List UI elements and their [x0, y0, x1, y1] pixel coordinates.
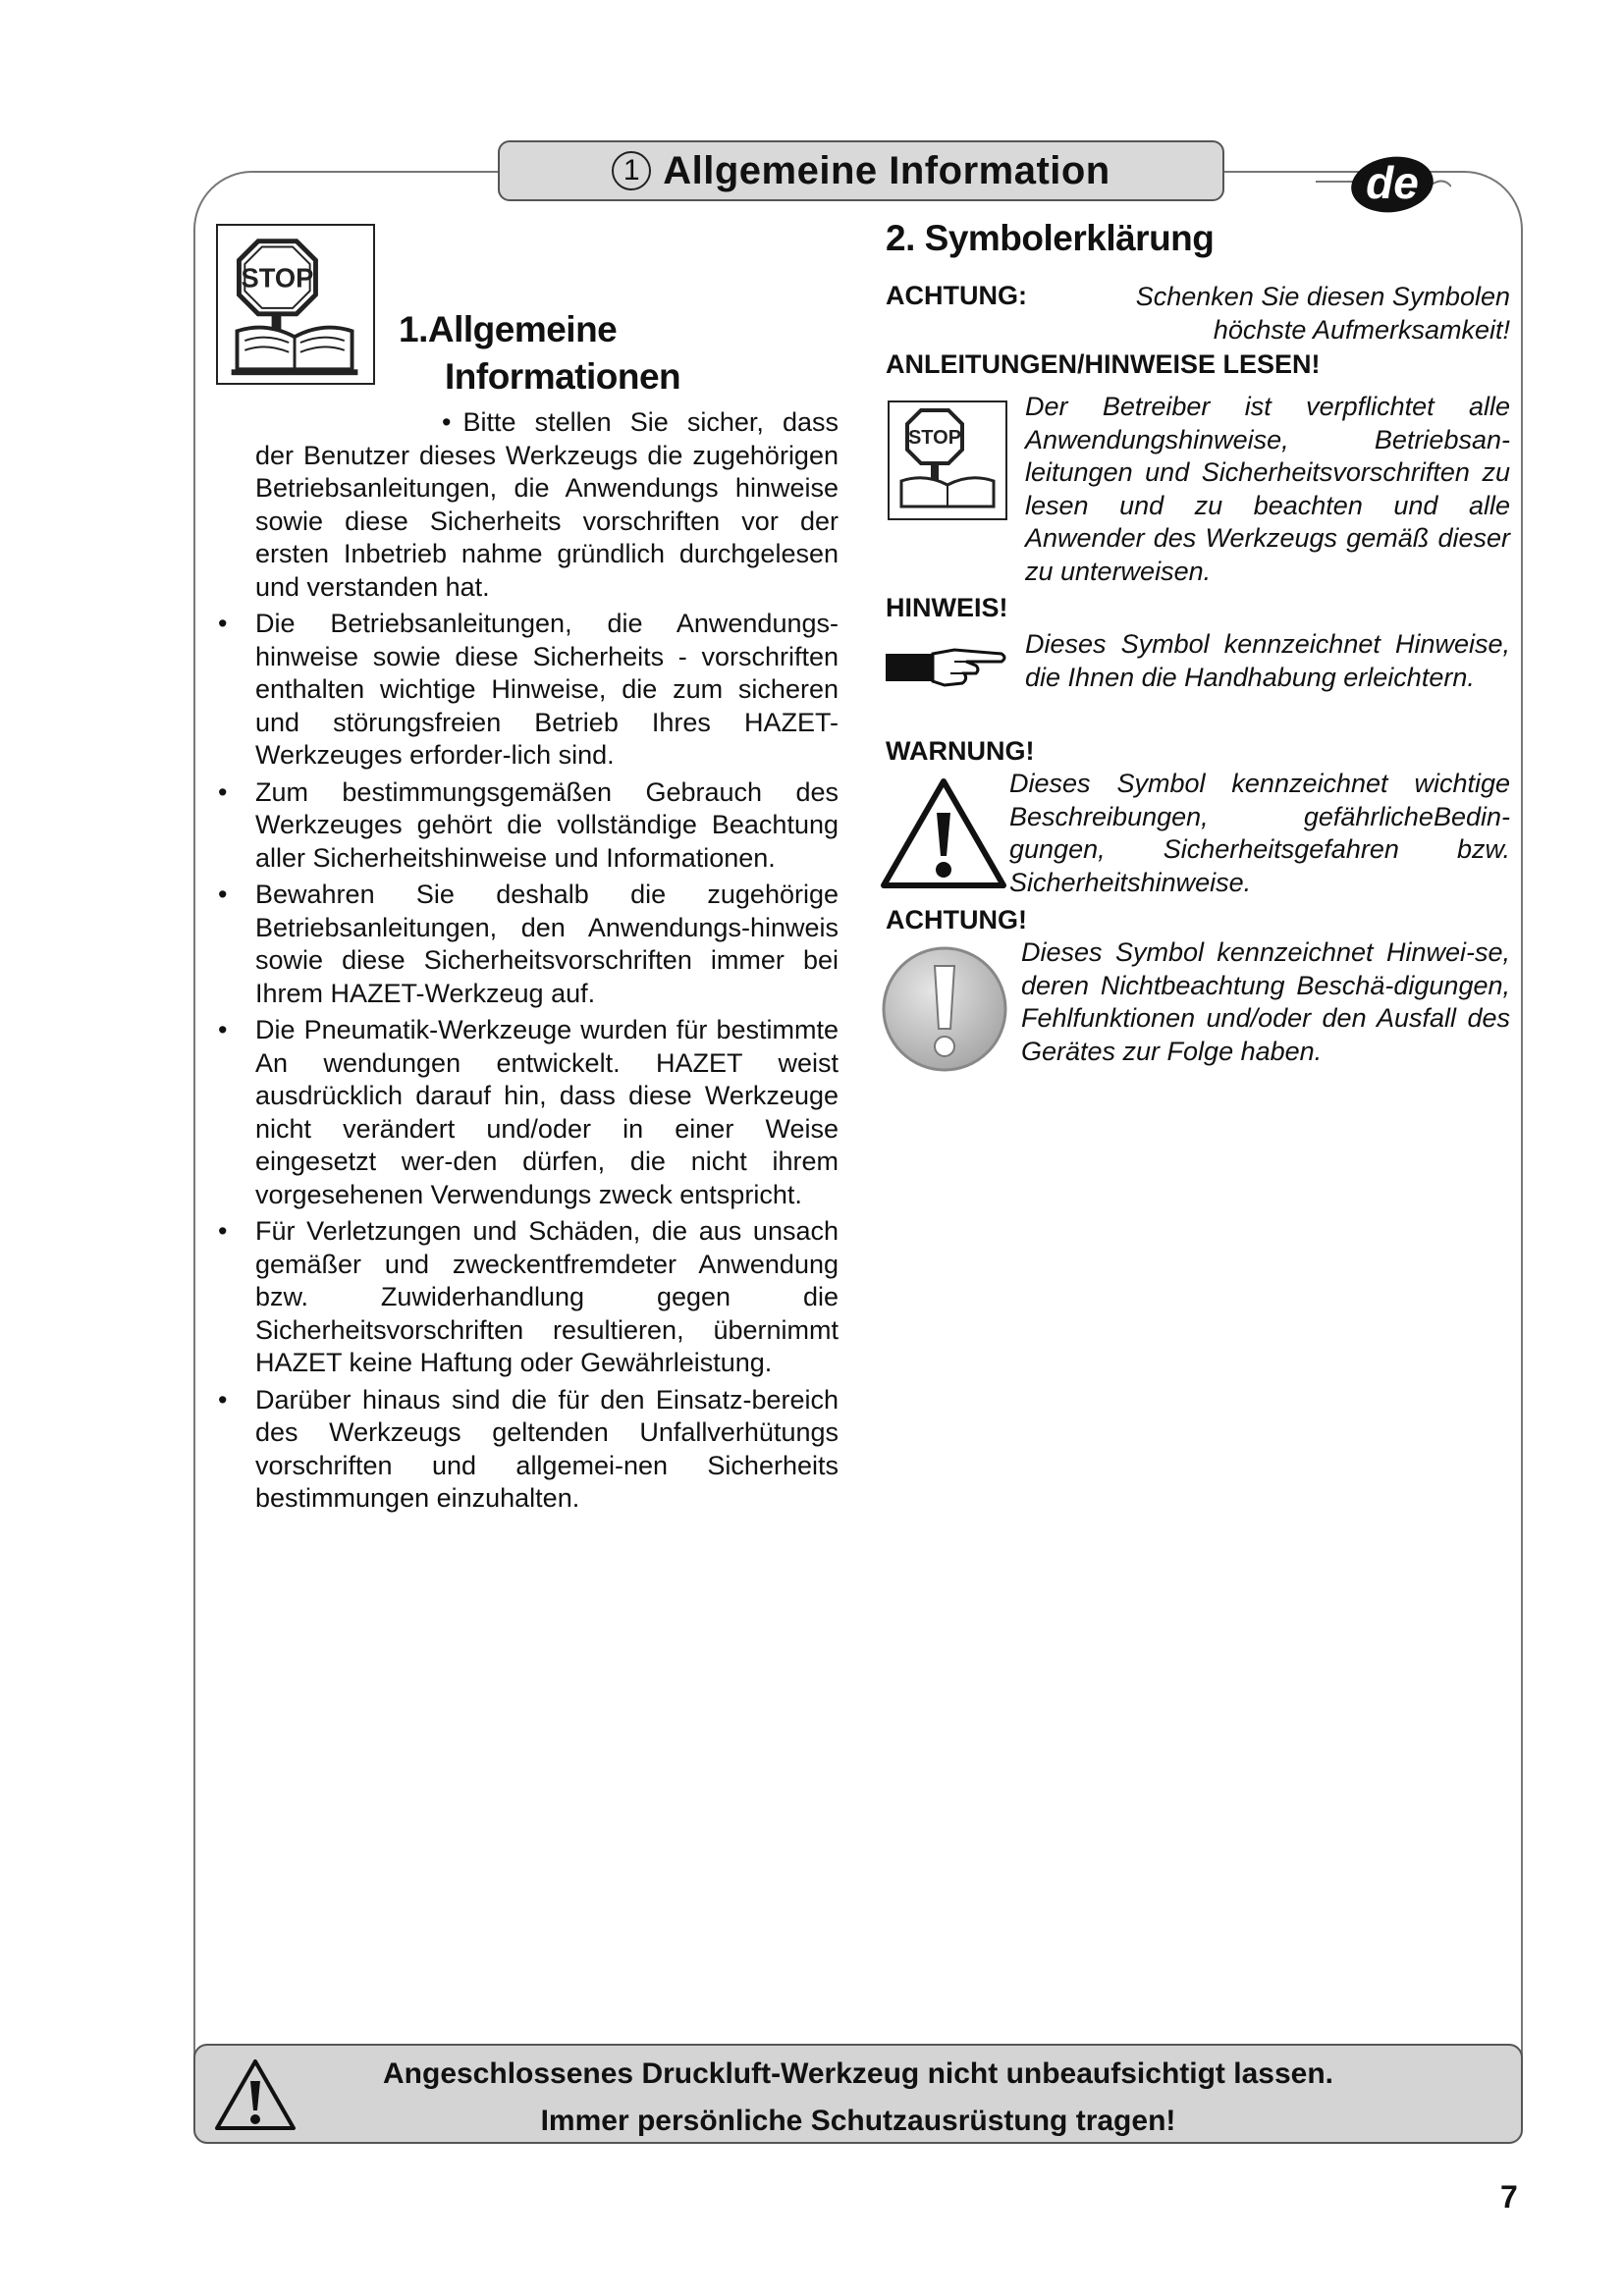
- read-instructions-label: ANLEITUNGEN/HINWEISE LESEN!: [886, 349, 1321, 379]
- section1-heading-line1: 1.Allgemeine: [399, 309, 618, 349]
- section1-heading-line2: Informationen: [445, 356, 681, 397]
- note-label: HINWEIS!: [886, 593, 1008, 622]
- bullet: •: [218, 880, 228, 909]
- list-item: • Die Betriebsanleitungen, die Anwendungs-hinweise sowie diese Sicherheits - vorschriften enthalten wichtige Hinweise, die zum sicheren und störungsfreien Betrieb Ihres HAZET-Werkzeuges erforder-lich sind.: [218, 609, 839, 770]
- warning-text: Dieses Symbol kennzeichnet wichtige Beschreibungen, gefährlicheBedin-gungen, Sicherheitsgefahren bzw. Sicherheitshinweise.: [1009, 769, 1510, 897]
- language-badge: [1316, 147, 1451, 218]
- banner-line1: Angeschlossenes Druckluft-Werkzeug nicht unbeaufsichtigt lassen.: [383, 2057, 1333, 2090]
- section-header-tab: [498, 140, 1224, 201]
- bullet: •: [218, 1015, 228, 1044]
- bullet: •: [218, 1216, 228, 1246]
- list-item: • Bitte stellen Sie sicher, dass der Benutzer dieses Werkzeugs die zugehörigen Betriebsanleitungen, die Anwendungs hinweise sowie diese Sicherheits vorschriften vor der ersten Inbetrieb nahme gründlich durchgelesen und verstanden hat.: [255, 407, 839, 602]
- svg-text:STOP: STOP: [241, 262, 314, 294]
- caution-text: Dieses Symbol kennzeichnet Hinwei-se, deren Nichtbeachtung Beschä-digungen, Fehlfunktionen und/oder den Ausfall des Gerätes zur Folge haben.: [1021, 937, 1510, 1066]
- section1-body: [214, 406, 839, 1520]
- warning-triangle-icon: [880, 777, 1007, 889]
- list-item: • Die Pneumatik-Werkzeuge wurden für bestimmte An wendungen entwickelt. HAZET weist ausdrücklich darauf hin, dass diese Werkzeuge nicht verändert und/oder in einer Weise eingesetzt wer-den dürfen, die nicht ihrem vorgesehenen Verwendungs zweck entspricht.: [218, 1015, 839, 1209]
- section1-heading: [399, 306, 680, 400]
- pointing-hand-icon: [886, 640, 1007, 695]
- section-number: 1: [612, 151, 651, 190]
- language-code: de: [1366, 157, 1419, 208]
- caution-label: ACHTUNG!: [886, 905, 1027, 934]
- safety-banner: [193, 2044, 1523, 2144]
- exclamation-circle-icon: [880, 944, 1009, 1074]
- list-item: • Zum bestimmungsgemäßen Gebrauch des Werkzeuges gehört die vollständige Beachtung aller Sicherheitshinweise und Informationen.: [218, 776, 839, 873]
- section2-heading: 2. Symbolerklärung: [886, 218, 1215, 258]
- stop-book-icon: [888, 400, 1007, 520]
- bullet: •: [442, 407, 452, 437]
- intro-label: ACHTUNG:: [886, 281, 1027, 310]
- stop-book-icon: [216, 224, 375, 385]
- warning-label: WARNUNG!: [886, 736, 1035, 766]
- bullet: •: [218, 776, 228, 807]
- intro-text: Schenken Sie diesen Symbolen höchste Aufmerksamkeit!: [1135, 282, 1510, 345]
- note-text: Dieses Symbol kennzeichnet Hinweise, die Ihnen die Handhabung erleichtern.: [1025, 629, 1510, 692]
- list-item: • Darüber hinaus sind die für den Einsatz-bereich des Werkzeugs geltenden Unfallverhütungs vorschriften und allgemei-nen Sicherheits bestimmungen einzuhalten.: [218, 1384, 839, 1513]
- list-item: • Für Verletzungen und Schäden, die aus unsach gemäßer und zweckentfremdeter Anwendung bzw. Zuwiderhandlung gegen die Sicherheitsvorschriften resultieren, übernimmt HAZET keine Haftung oder Gewährleistung.: [218, 1216, 839, 1377]
- page-number: 7: [1500, 2179, 1518, 2215]
- list-item: • Bewahren Sie deshalb die zugehörige Betriebsanleitungen, den Anwendungs-hinweis sowie diese Sicherheitsvorschriften immer bei Ihrem HAZET-Werkzeug auf.: [218, 880, 839, 1008]
- read-instructions-text: Der Betreiber ist verpflichtet alle Anwendungshinweise, Betriebsan-leitungen und Sicherheitsvorschriften zu lesen und zu beachten und alle Anwender des Werkzeugs gemäß dieser zu unterweisen.: [1025, 392, 1510, 586]
- bullet: •: [218, 609, 228, 638]
- svg-text:STOP: STOP: [907, 427, 962, 449]
- banner-line2: Immer persönliche Schutzausrüstung tragen!: [540, 2105, 1176, 2137]
- bullet: •: [218, 1384, 228, 1415]
- section-title: Allgemeine Information: [663, 148, 1110, 192]
